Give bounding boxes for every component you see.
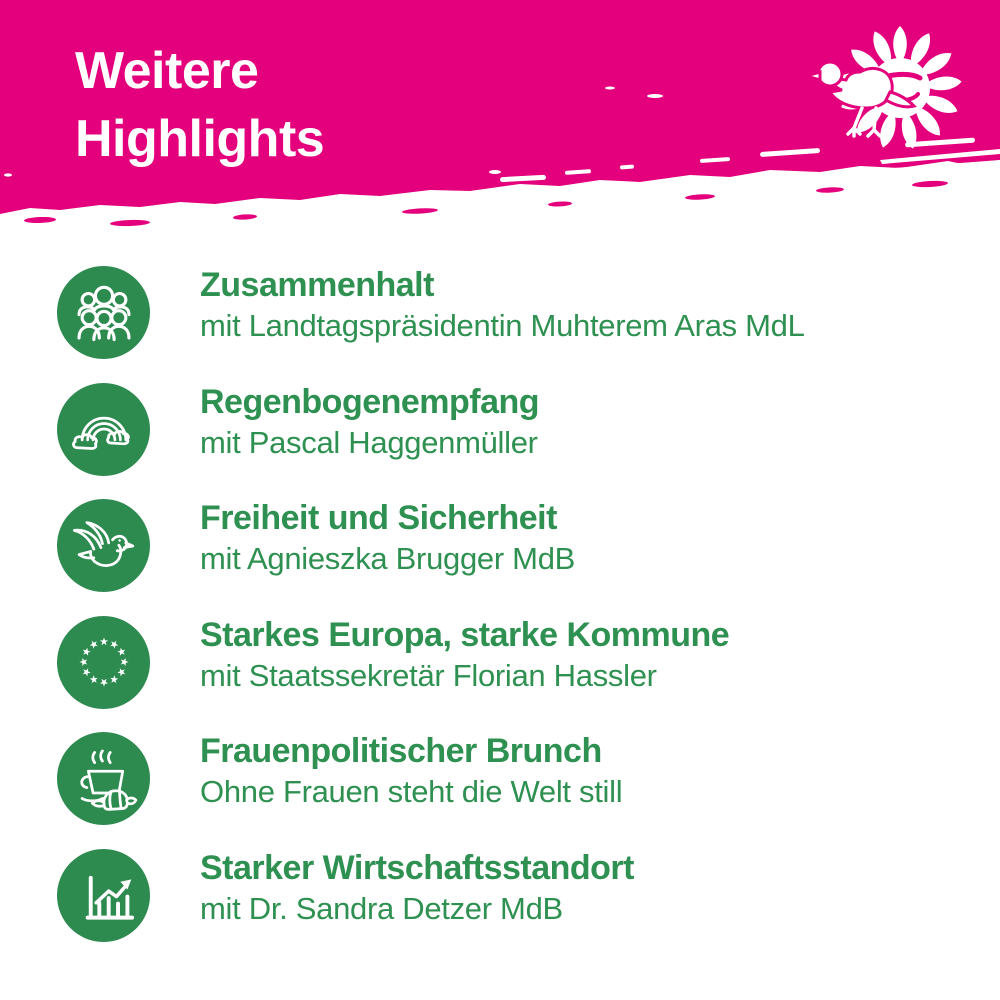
item-title: Frauenpolitischer Brunch <box>200 732 602 770</box>
list-item-regenbogenempfang <box>0 383 1000 500</box>
list-item-texts <box>200 849 634 927</box>
list-item-texts <box>200 732 622 810</box>
item-subtitle: mit Dr. Sandra Detzer MdB <box>200 890 563 926</box>
list-item-texts <box>200 616 729 694</box>
item-subtitle: mit Landtagspräsidentin Muhterem Aras MdL <box>200 308 805 344</box>
page-title <box>75 38 324 173</box>
item-title: Freiheit und Sicherheit <box>200 499 557 537</box>
eu-stars-icon <box>57 616 150 709</box>
list-item-starkes-europa <box>0 616 1000 733</box>
item-title: Regenbogenempfang <box>200 382 540 421</box>
rainbow-icon <box>57 383 150 476</box>
page-title-line2: Highlights <box>75 109 325 168</box>
list-item-texts <box>200 266 805 344</box>
item-subtitle: mit Agnieszka Brugger MdB <box>200 541 576 577</box>
item-subtitle: mit Pascal Haggenmüller <box>200 424 538 460</box>
list-item-freiheit-und-sicherheit <box>0 499 1000 616</box>
highlights-list <box>0 266 1000 965</box>
people-group-icon <box>57 266 150 359</box>
item-subtitle: mit Staatssekretär Florian Hassler <box>200 657 657 693</box>
item-title: Zusammenhalt <box>200 266 434 304</box>
list-item-texts <box>200 383 539 461</box>
sunflower-bird-logo-icon <box>790 16 962 166</box>
list-item-frauenpolitischer-brunch <box>0 732 1000 849</box>
item-title: Starker Wirtschaftsstandort <box>200 848 634 887</box>
item-subtitle: Ohne Frauen steht die Welt still <box>200 774 623 810</box>
list-item-starker-wirtschaftsstandort <box>0 849 1000 966</box>
item-title: Starkes Europa, starke Kommune <box>200 615 730 654</box>
brunch-coffee-croissant-icon <box>57 732 150 825</box>
list-item-zusammenhalt <box>0 266 1000 383</box>
dove-icon <box>57 499 150 592</box>
page-title-line1: Weitere <box>75 42 259 100</box>
list-item-texts <box>200 499 575 577</box>
growth-chart-icon <box>57 849 150 942</box>
